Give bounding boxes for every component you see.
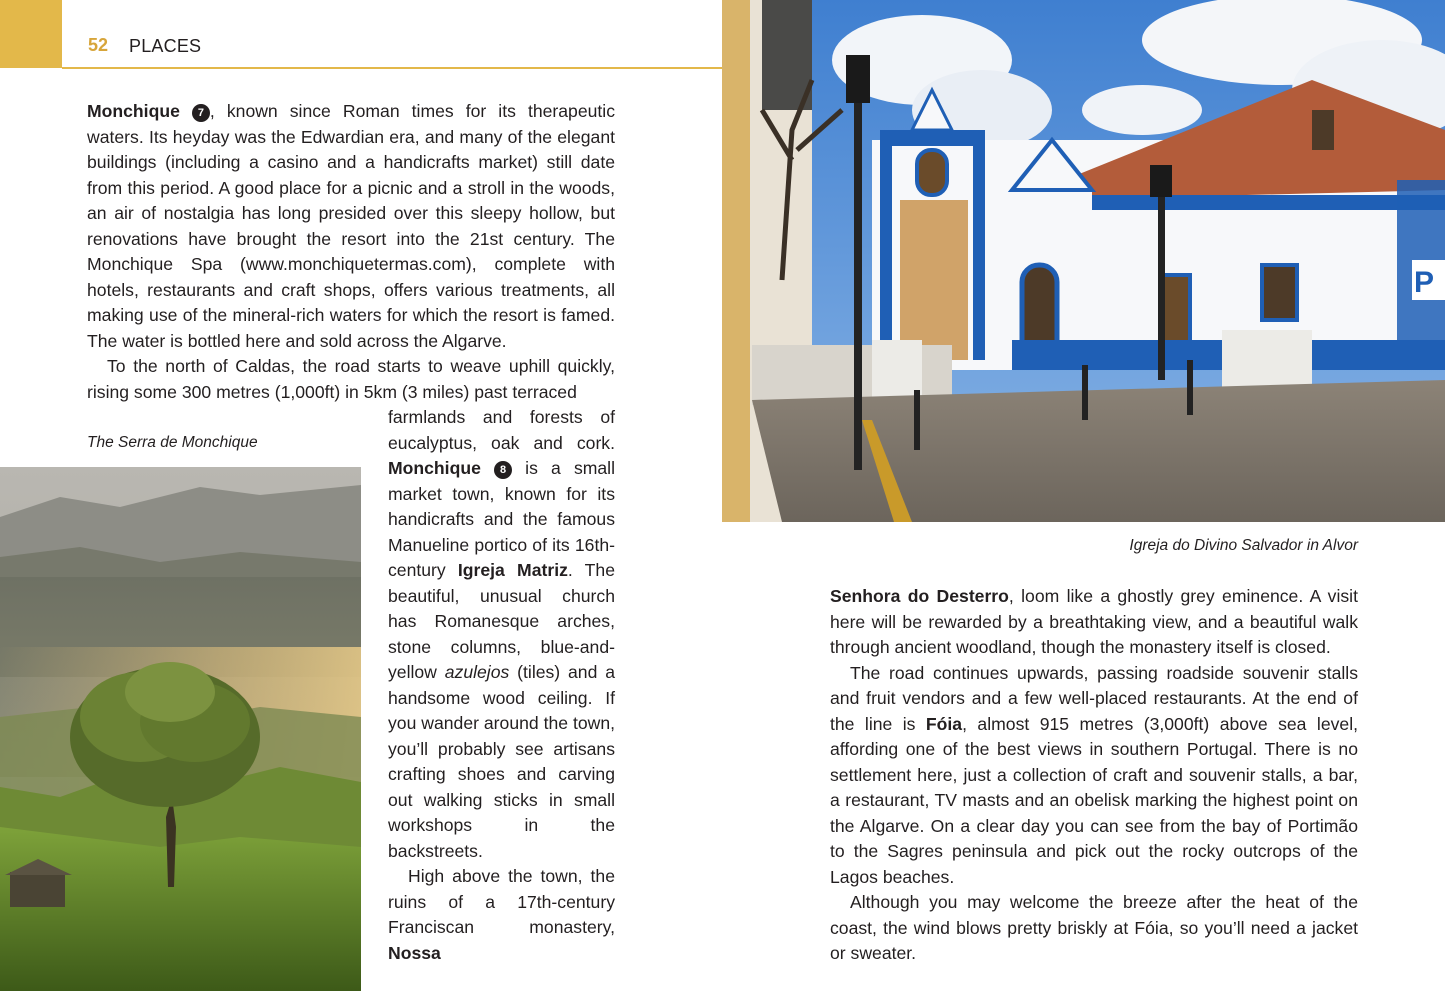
section-title: PLACES xyxy=(129,36,202,56)
header-accent-tab xyxy=(0,0,62,68)
map-marker-7-icon: 7 xyxy=(192,104,210,122)
parking-sign-letter: P xyxy=(1414,266,1435,299)
place-name: Senhora do Desterro xyxy=(830,586,1009,606)
paragraph-senhora-desterro xyxy=(830,584,1358,661)
paragraph-text: High above the town, the ruins of a 17th-century Franciscan monastery, xyxy=(388,866,615,937)
paragraph-text: . The beautiful, unusual church has Romanesque arches, stone columns, blue-and-yellow xyxy=(388,560,615,682)
paragraph-text: , almost 915 metres (3,000ft) above sea level, affording one of the best views in southern Portugal. There is no settlement here, just a collection of craft and souvenir stalls, a bar, a restaurant, TV masts and an obelisk marking the highest point on the Algarve. On a clear day you can see from the bay of Portimão to the Sagres peninsula and pick out the rocky outcrops of the Lagos beaches. xyxy=(830,713,1358,887)
photo-serra-de-monchique xyxy=(0,467,361,991)
page-number: 52 xyxy=(88,35,109,55)
left-narrow-column-text xyxy=(388,405,615,966)
paragraph-text: , loom like a ghostly grey eminence. A visit here will be rewarded by a breathtaking view, and a beautiful walk through ancient woodland, though the monastery itself is closed. xyxy=(830,586,1358,657)
paragraph-road-uphill xyxy=(87,354,615,405)
map-marker-8-icon: 8 xyxy=(494,461,512,479)
paragraph-monchique-caldas xyxy=(87,99,615,354)
italic-term: azulejos xyxy=(444,662,510,682)
paragraph-text: is a small market town, known for its handicrafts and the famous Manueline portico of its 16th-century xyxy=(388,458,615,580)
paragraph-monastery xyxy=(388,864,615,966)
paragraph-text: The road continues upwards, passing roadside souvenir stalls and fruit vendors and a few well-placed restaurants. At the end of the line is xyxy=(830,662,1358,734)
paragraph-text: , known since Roman times for its therapeutic waters. Its heyday was the Edwardian era, and many of the elegant buildings (including a casino and a handicrafts market) still date from this period. A good place for a picnic and a stroll in the woods, an air of nostalgia has long presided over this sleepy hollow, but renovations have brought the resort into the 21st century. The Monchique Spa (www.monchiquetermas.com), complete with hotels, restaurants and craft shops, offers various treatments, all making use of the mineral-rich waters for which the resort is famed. The water is bottled here and sold across the Algarve. xyxy=(87,101,616,351)
place-name: Igreja Matriz xyxy=(457,560,568,580)
place-name: Nossa xyxy=(388,942,441,963)
place-name: Fóia xyxy=(925,713,963,734)
paragraph-foia xyxy=(830,661,1358,891)
paragraph-text: farmlands and forests of eucalyptus, oak and cork. xyxy=(388,407,615,453)
paragraph-text: Although you may welcome the breeze after the heat of the coast, the wind blows pretty briskly at Fóia, so you’ll need a jacket or sweater. xyxy=(830,892,1358,963)
right-column-text xyxy=(830,584,1358,967)
paragraph-text: To the north of Caldas, the road starts to weave uphill quickly, rising some 300 metres (1,000ft) in 5km (3 miles) past terraced xyxy=(87,356,615,402)
header-rule xyxy=(62,67,722,69)
place-name: Monchique xyxy=(388,458,481,478)
left-column-text xyxy=(87,99,615,405)
place-name: Monchique xyxy=(87,101,180,121)
paragraph-breeze xyxy=(830,890,1358,967)
paragraph-text: (tiles) and a handsome wood ceiling. If you wander around the town, you’ll probably see artisans crafting shoes and carving out walking sticks in small workshops in the backstreets. xyxy=(388,662,616,861)
photo-igreja-divino-salvador xyxy=(722,0,1445,522)
paragraph-monchique-town xyxy=(388,405,615,864)
photo-caption-serra: The Serra de Monchique xyxy=(87,434,258,451)
photo-caption-igreja: Igreja do Divino Salvador in Alvor xyxy=(1129,537,1358,554)
